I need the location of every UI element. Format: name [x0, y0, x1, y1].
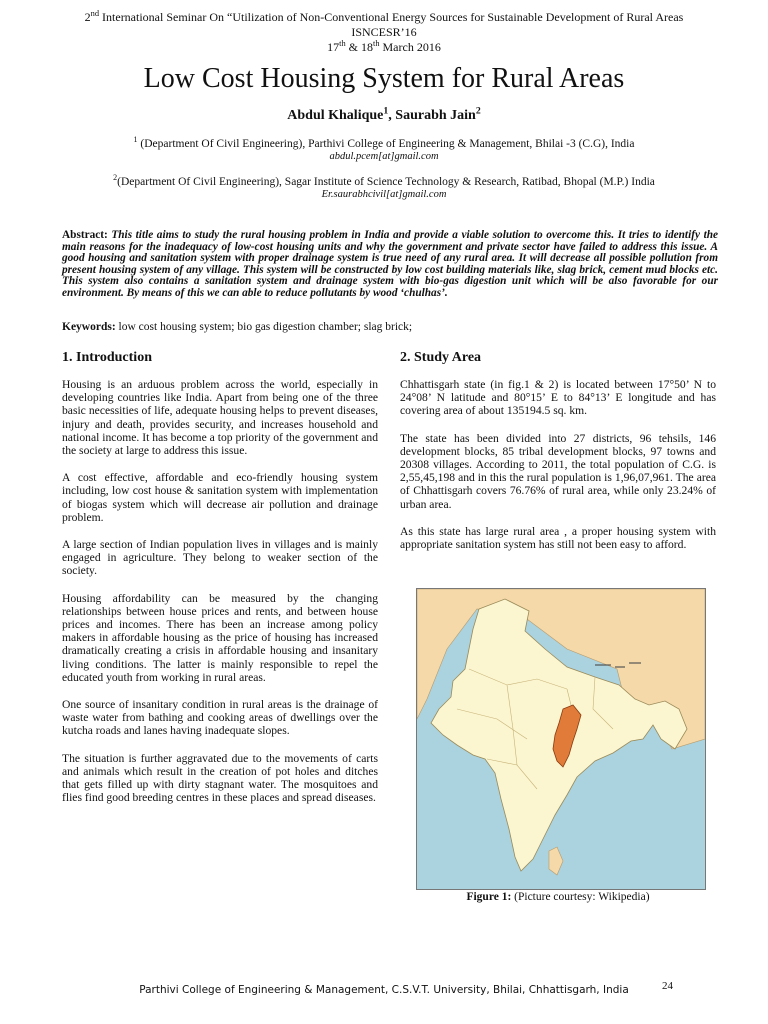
affiliation-2: $^2$(Department Of Civil Engineering), Sagar Institute of Science Technology & Research, Ratibad, Bhopal (M.P.) India [113, 173, 655, 188]
email-2: Er.saurabhcivil[at]gmail.com [321, 189, 447, 200]
india-map-figure [416, 588, 706, 890]
conference-date: 17th & 18th March 2016 [327, 39, 441, 54]
affiliation-1: $^1$ (Department Of Civil Engineering), Parthivi College of Engineering & Management, Bhilai -3 (C.G), India [133, 135, 635, 150]
abstract [62, 230, 718, 300]
figure-caption: Figure 1: (Picture courtesy: Wikipedia) [466, 891, 650, 903]
paragraph: A large section of Indian population lives in villages and is mainly engaged in agriculture. They belong to weaker section of the society. [62, 538, 378, 578]
paragraph: The state has been divided into 27 districts, 96 tehsils, 146 development blocks, 85 tribal development blocks, 97 towns and 20308 villages. According to 2011, the total population of C.G. is 2,55,45,198 and in this the rural population is 1,96,07,961. The area of Chhattisgarh covers 76.76% of rural area, while only 23.24% of urban area. [400, 431, 716, 511]
conference-abbrev: ISNCESR’16 [351, 25, 417, 39]
paragraph: Chhattisgarh state (in fig.1 & 2) is located between 17°50’ N to 24°08’ N latitude and 80°15’ E to 84°13’ E longitude and has covering area of about 135194.5 sq. km. [400, 378, 716, 418]
paragraph: A cost effective, affordable and eco-friendly housing system including, low cost house & sanitation system with implementation of biogas system which will decrease air pollution and drainage problem. [62, 471, 378, 524]
section-1-body [62, 378, 378, 818]
paper-title: Low Cost Housing System for Rural Areas [143, 63, 625, 94]
section-2-heading: 2. Study Area [400, 350, 482, 365]
authors: Abdul Khalique$^1$, Saurabh Jain$^2$ [287, 105, 481, 123]
keywords [62, 321, 412, 333]
section-2-body [400, 378, 716, 565]
paragraph: The situation is further aggravated due to the movements of carts and animals which result in the creation of pot holes and ditches that gets filled up with dirty stagnant water. The mosquitoes and flies find good breeding centres in these places and spread diseases. [62, 751, 378, 805]
paragraph: Housing is an arduous problem across the world, especially in developing countries like India. Apart from being one of the three basic necessities of life, adequate housing helps to prevent diseases, injury and death, provides security, and increases household and national income. It has become a top priority of the government and the society at large to address this issue. [62, 378, 378, 458]
paragraph: As this state has large rural area , a proper housing system with appropriate sanitation system has still not been easy to afford. [400, 524, 716, 552]
paragraph: Housing affordability can be measured by the changing relationships between house prices and rents, and between house prices and incomes. There has been an increase among policy makers in affordable housing as the price of housing has increased dramatically creating a crisis in affordable housing and insanitary living conditions. The latter is mainly responsible to repel the educated youth from working in rural areas. [62, 591, 378, 684]
section-1-heading: 1. Introduction [62, 350, 152, 365]
paragraph: One source of insanitary condition in rural areas is the drainage of waste water from bathing and cooking areas of dwellings over the kutcha roads and lanes having inadequate slopes. [62, 698, 378, 738]
email-1: abdul.pcem[at]gmail.com [329, 151, 439, 162]
abstract-text: This title aims to study the rural housing problem in India and provide a viable solution to overcome this. It tries to identify the main reasons for the inadequacy of low-cost housing units and why the government and private sector have failed to address this issue. A good housing and sanitation system with proper drainage system is true need of any rural area. It will decrease all possible pollution from present housing system of any village. This system will be constructed by low cost building materials like, slag brick, cement mud blocks etc. This system also contains a sanitation system and drainage system with bio-gas digestion unit which will be also favorable for our environment. By means of this we can able to reduce pollutants by wood ‘chulhas’. [62, 229, 718, 299]
keywords-text: low cost housing system; bio gas digestion chamber; slag brick; [118, 321, 413, 333]
page-footer: Parthivi College of Engineering & Management, C.S.V.T. University, Bhilai, Chhattisgarh, India [139, 984, 629, 996]
abstract-label: Abstract: [62, 229, 112, 241]
page-number: 24 [662, 980, 673, 992]
india-map [417, 589, 705, 889]
figure-label: Figure 1: [466, 891, 512, 903]
conference-name: 2nd International Seminar On “Utilization of Non-Conventional Energy Sources for Sustainable Development of Rural Areas [84, 9, 684, 24]
keywords-label: Keywords: [62, 321, 119, 333]
